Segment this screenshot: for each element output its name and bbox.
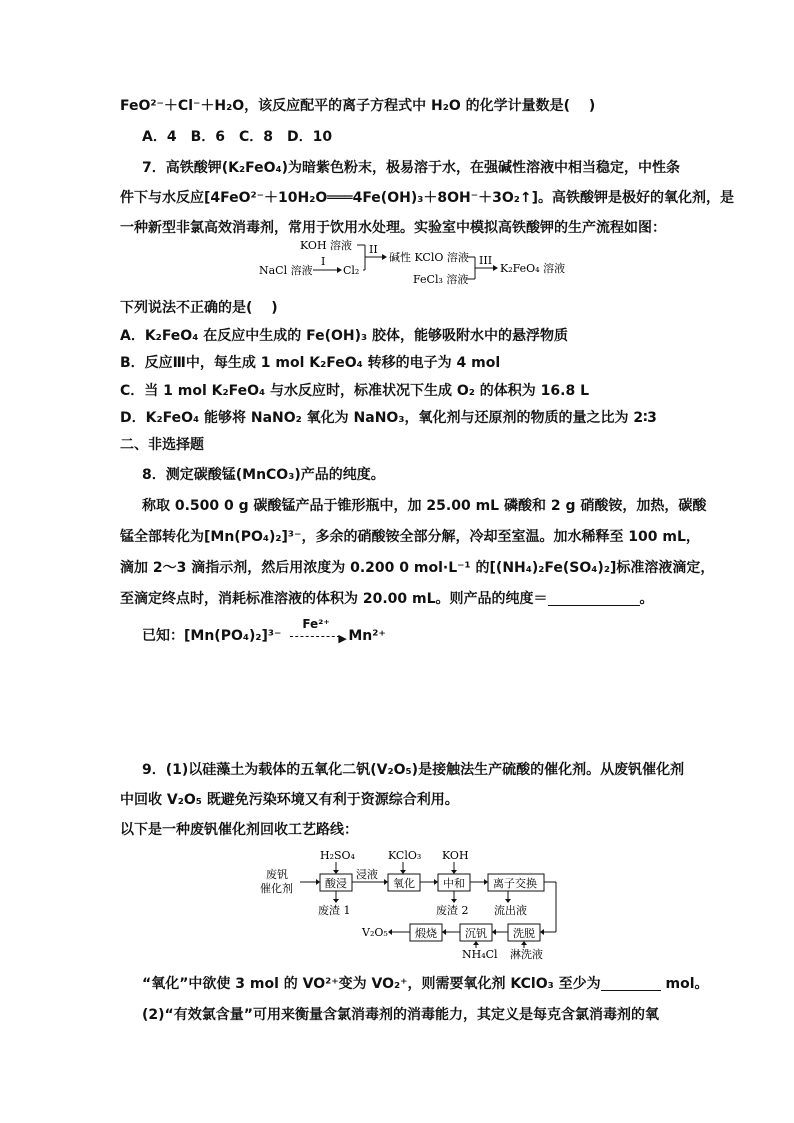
q7-step1-label: I [321,255,326,268]
q8-line4-end: 。 [639,591,654,607]
q8-reaction-arrow [286,617,348,645]
q9-residue2-arrow-head [451,899,457,903]
q9-box-ion-exchange-label: 离子交换 [493,877,537,890]
q8-arrow-head: ▶ [338,632,347,645]
q9-answer-blank[interactable] [601,976,661,991]
q7-step3-label: III [479,254,493,267]
q9-nh4cl-label: NH₄Cl [462,948,498,960]
q7-question: 下列说法不正确的是( ) [120,300,278,316]
q9-box-calcine-label: 煅烧 [415,927,437,940]
q9-feed-arrow-head [316,879,320,885]
q9-h2so4-label: H₂SO₄ [320,849,355,862]
q9-arrow-7-head [442,929,446,935]
q9-arrow-8-head [388,929,392,935]
q9-residue1-arrow-head [333,899,339,903]
q9-flow-diagram [258,848,578,960]
q6-equation-tail: FeO²⁻＋Cl⁻＋H₂O，该反应配平的离子方程式中 H₂O 的化学计量数是( ) [120,98,596,114]
q9-arrow-6-head [492,929,496,935]
q8-known-prefix: 已知：[Mn(PO₄)₂]³⁻ [142,628,282,644]
q8-line2: 锰全部转化为[Mn(PO₄)₂]³⁻，多余的硝酸铵全部分解，冷却至室温。加水稀释至 100 mL， [120,529,700,545]
q6-options: A．4 B．6 C．8 D．10 [142,129,333,145]
q8-known [142,617,386,645]
q9-feed-bottom: 催化剂 [260,882,293,895]
q9-v2o5-label: V₂O₅ [362,926,388,939]
q8-line3: 滴加 2～3 滴指示剂，然后用浓度为 0.200 0 mol·L⁻¹ 的[(NH₄)₂Fe(SO₄)₂]标准溶液滴定， [120,560,715,576]
q7-line1: 7．高铁酸钾(K₂FeO₄)为暗紫色粉末，极易溶于水，在强碱性溶液中相当稳定，中性条 [142,160,681,176]
q7-arrow-2-head [382,254,387,260]
q7-option-a: A．K₂FeO₄ 在反应中生成的 Fe(OH)₃ 胶体，能够吸附水中的悬浮物质 [120,328,568,344]
q9-residue1-label: 废渣 1 [318,904,351,917]
q9-kclo3-arrow-head [400,870,406,874]
q7-option-b: B．反应Ⅲ中，每生成 1 mol K₂FeO₄ 转移的电子为 4 mol [120,355,501,371]
q7-line2: 件下与水反应[4FeO²⁻＋10H₂O═══4Fe(OH)₃＋8OH⁻＋3O₂↑]。高铁酸钾是极好的氧化剂，是 [120,190,735,206]
q7-line3: 一种新型非氯高效消毒剂，常用于饮用水处理。实验室中模拟高铁酸钾的生产流程如图： [120,220,666,236]
q8-arrow-shaft [290,636,340,637]
q9-h2so4-arrow-head [333,870,339,874]
q9-box-elution-label: 洗脱 [513,927,535,940]
q7-fecl3-label: FeCl₃ 溶液 [413,273,469,286]
q9-effluent-label: 流出液 [494,904,527,917]
q7-product-label: K₂FeO₄ 溶液 [500,262,566,275]
q7-step2-label: II [369,243,378,256]
q9-box-precipitate-label: 沉钒 [465,927,487,940]
q9-kclo3-label: KClO₃ [388,849,422,862]
q8-known-product: Mn²⁺ [348,628,386,644]
q8-line1: 称取 0.500 0 g 碳酸锰产品于锥形瓶中，加 25.00 mL 磷酸和 2 g 硝酸铵，加热，碳酸 [142,498,707,514]
q8-reagent: Fe²⁺ [302,617,330,631]
q9-line3: 以下是一种废钒催化剂回收工艺路线： [120,822,358,838]
q8-line4-text: 至滴定终点时，消耗标准溶液的体积为 20.00 mL。则产品的纯度＝ [120,591,548,607]
q9-koh-label: KOH [442,849,469,862]
q7-flow-diagram [255,236,575,288]
q7-option-c: C．当 1 mol K₂FeO₄ 与水反应时，标准状况下生成 O₂ 的体积为 16.8 L [120,383,590,399]
q9-line4-end: mol。 [660,976,709,992]
q9-box-acid-leach-label: 酸浸 [325,877,347,890]
q9-arrow-3-head [484,879,488,885]
q9-line2: 中回收 V₂O₅ 既避免污染环境又有利于资源综合利用。 [120,792,459,808]
q9-nh4cl-arrow-head [473,941,479,945]
q8-answer-blank[interactable] [548,591,640,606]
q9-arrow-2-head [434,879,438,885]
q9-line4 [142,975,709,993]
q8-line4 [120,590,654,608]
q7-cl2-label: Cl₂ [343,264,360,277]
q9-line4-text: “氧化”中欲使 3 mol 的 VO²⁺变为 VO₂⁺，则需要氧化剂 KClO₃ 至少为 [142,976,601,992]
q9-arrow-leachate-head [384,879,388,885]
q9-effluent-arrow-head [505,899,511,903]
q9-leachate-label: 浸液 [356,868,378,881]
q7-option-d: D．K₂FeO₄ 能够将 NaNO₂ 氧化为 NaNO₃，氧化剂与还原剂的物质的量之比为 2∶3 [120,410,657,426]
q9-eluent-arrow-head [521,941,527,945]
q9-koh-arrow-head [451,870,457,874]
q9-line1: 9．(1)以硅藻土为载体的五氧化二钒(V₂O₅)是接触法生产硫酸的催化剂。从废钒催化剂 [142,762,685,778]
q7-koh-label: KOH 溶液 [300,239,353,252]
q9-line5: (2)“有效氯含量”可用来衡量含氯消毒剂的消毒能力，其定义是每克含氯消毒剂的氧 [142,1007,659,1023]
q7-arrow-1-head [337,267,342,273]
q9-box-neutralize-label: 中和 [443,877,465,890]
q9-loop-head [540,929,544,935]
q9-box-oxidation-label: 氧化 [393,877,415,890]
q7-kclo-label: 碱性 KClO 溶液 [389,251,469,264]
q7-arrow-3-head [493,265,498,271]
section-heading: 二、非选择题 [120,437,204,453]
q8-title: 8．测定碳酸锰(MnCO₃)产品的纯度。 [142,467,385,483]
q9-eluent-label: 淋洗液 [510,948,543,960]
q9-feed-top: 废钒 [266,868,288,881]
q9-residue2-label: 废渣 2 [436,904,469,917]
q7-nacl-label: NaCl 溶液 [259,264,313,277]
